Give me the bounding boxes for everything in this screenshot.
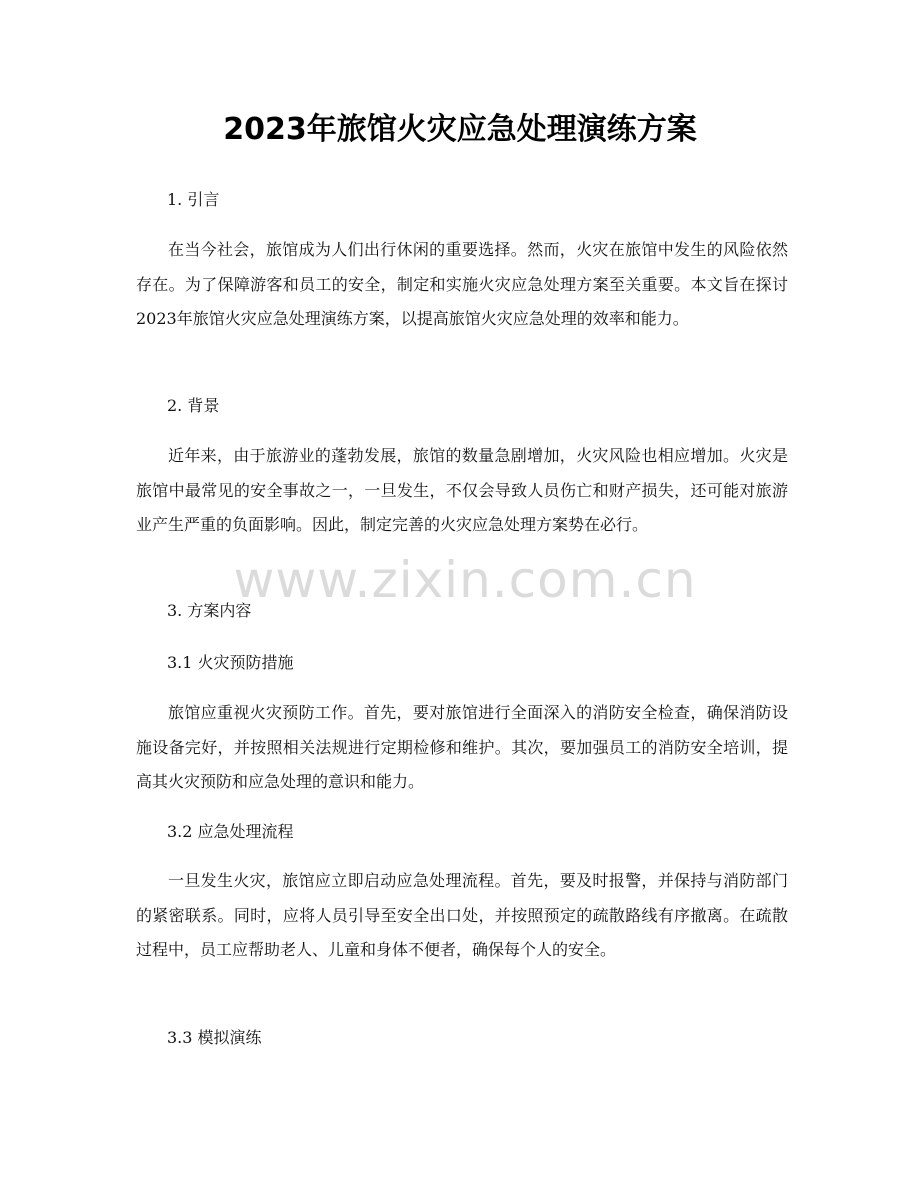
section-paragraph-procedure: 一旦发生火灾，旅馆应立即启动应急处理流程。首先，要及时报警，并保持与消防部门的紧密联系。同时，应将人员引导至安全出口处，并按照预定的疏散路线有序撤离。在疏散过程中，员工应帮助老人、儿童和身体不便者，确保每个人的安全。 — [136, 871, 788, 959]
section-paragraph-intro: 在当今社会，旅馆成为人们出行休闲的重要选择。然而，火灾在旅馆中发生的风险依然存在。为了保障游客和员工的安全，制定和实施火灾应急处理方案至关重要。本文旨在探讨2023年旅馆火灾应急处理演练方案，以提高旅馆火灾应急处理的效率和能力。 — [136, 240, 788, 328]
section-paragraph-prevention: 旅馆应重视火灾预防工作。首先，要对旅馆进行全面深入的消防安全检查，确保消防设施设备完好，并按照相关法规进行定期检修和维护。其次，要加强员工的消防安全培训，提高其火灾预防和应急处理的意识和能力。 — [136, 703, 788, 791]
section-heading-drill: 3.3 模拟演练 — [167, 1028, 262, 1047]
section-paragraph-background: 近年来，由于旅游业的蓬勃发展，旅馆的数量急剧增加，火灾风险也相应增加。火灾是旅馆中最常见的安全事故之一，一旦发生，不仅会导致人员伤亡和财产损失，还可能对旅游业产生严重的负面影响。因此，制定完善的火灾应急处理方案势在必行。 — [136, 446, 788, 534]
site-watermark: www.zixin.com.cn — [233, 551, 697, 609]
section-heading-background: 2. 背景 — [167, 396, 220, 415]
section-heading-prevention: 3.1 火灾预防措施 — [167, 653, 294, 672]
section-heading-intro: 1. 引言 — [167, 190, 220, 209]
section-heading-procedure: 3.2 应急处理流程 — [167, 822, 294, 841]
section-heading-plan: 3. 方案内容 — [167, 601, 252, 620]
document-title: 2023年旅馆火灾应急处理演练方案 — [223, 112, 697, 147]
